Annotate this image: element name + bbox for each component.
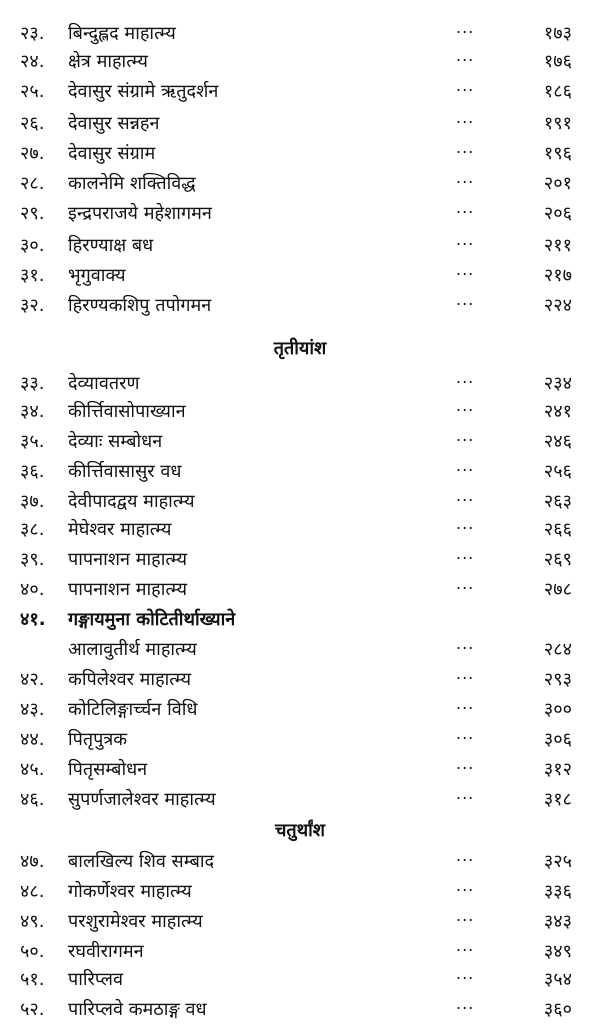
entry-page: २५६ bbox=[543, 461, 572, 482]
leader-dots: ... bbox=[456, 994, 475, 1013]
toc-entry-26 bbox=[0, 110, 600, 140]
entry-title: परशुरामेश्वर माहात्म्य bbox=[68, 911, 203, 932]
toc-entry-41 bbox=[0, 606, 600, 666]
entry-title: देवासुर संग्राम bbox=[68, 143, 156, 164]
entry-page: २११ bbox=[543, 235, 572, 256]
toc-entry-25 bbox=[0, 78, 600, 108]
toc-entry-43 bbox=[0, 696, 600, 726]
entry-page: २०६ bbox=[543, 203, 572, 224]
toc-entry-32 bbox=[0, 292, 600, 322]
toc-entry-30 bbox=[0, 232, 600, 262]
leader-dots: ... bbox=[456, 936, 475, 955]
toc-entry-23 bbox=[0, 20, 600, 50]
entry-page: २९३ bbox=[543, 669, 572, 690]
toc-entry-42 bbox=[0, 666, 600, 696]
entry-title: पारिप्लव bbox=[68, 969, 123, 990]
toc-entry-45 bbox=[0, 756, 600, 786]
leader-dots: ... bbox=[456, 46, 475, 65]
entry-page: २२४ bbox=[543, 295, 572, 316]
leader-dots: ... bbox=[456, 108, 475, 127]
entry-number: ४७. bbox=[20, 851, 45, 872]
leader-dots: ... bbox=[456, 634, 475, 653]
leader-dots: ... bbox=[456, 426, 475, 445]
entry-title: कीर्त्तिवासोपाख्यान bbox=[68, 401, 186, 422]
entry-title: देवासुर सन्नहन bbox=[68, 113, 160, 134]
entry-number: २८. bbox=[20, 173, 45, 194]
entry-title: हिरण्यकशिपु तपोगमन bbox=[68, 295, 212, 316]
entry-number: ४३. bbox=[20, 699, 45, 720]
leader-dots: ... bbox=[456, 198, 475, 217]
toc-entry-27 bbox=[0, 140, 600, 170]
entry-number: ३४. bbox=[20, 401, 45, 422]
entry-number: २५. bbox=[20, 81, 45, 102]
entry-number: ३०. bbox=[20, 235, 45, 256]
entry-number: ४५. bbox=[20, 759, 45, 780]
entry-page: ३३६ bbox=[543, 881, 572, 902]
entry-title: पारिप्लवे कमठाङ्ग वध bbox=[68, 999, 207, 1020]
entry-page: ३०० bbox=[543, 699, 572, 720]
leader-dots: ... bbox=[456, 396, 475, 415]
leader-dots: ... bbox=[456, 138, 475, 157]
entry-title: सुपर्णजालेश्वर माहात्म्य bbox=[68, 789, 216, 810]
entry-number: २४. bbox=[20, 51, 45, 72]
entry-page: १८६ bbox=[543, 81, 572, 102]
entry-page: २१७ bbox=[543, 265, 572, 286]
entry-number: ४६. bbox=[20, 789, 45, 810]
entry-page: ३१८ bbox=[543, 789, 572, 810]
entry-number: २६. bbox=[20, 113, 45, 134]
leader-dots: ... bbox=[456, 76, 475, 95]
entry-title-line1: गङ्गायमुना कोटितीर्थाख्याने bbox=[68, 609, 236, 630]
entry-title: देव्यावतरण bbox=[68, 373, 140, 394]
toc-entry-50 bbox=[0, 938, 600, 968]
entry-page: १७६ bbox=[543, 51, 572, 72]
leader-dots: ... bbox=[456, 846, 475, 865]
leader-dots: ... bbox=[456, 368, 475, 387]
entry-title: बालखिल्य शिव सम्बाद bbox=[68, 851, 215, 872]
entry-title: पापनाशन माहात्म्य bbox=[68, 579, 188, 600]
toc-entry-39 bbox=[0, 546, 600, 576]
entry-title: देवासुर संग्रामे ऋतुदर्शन bbox=[68, 81, 219, 102]
entry-page: २६३ bbox=[543, 491, 572, 512]
entry-number: ३३. bbox=[20, 373, 45, 394]
entry-title: इन्द्रपराजये महेशागमन bbox=[68, 203, 212, 224]
toc-entry-47 bbox=[0, 848, 600, 878]
entry-title-line2: आलावुतीर्थ माहात्म्य bbox=[68, 639, 197, 660]
entry-title: पितृसम्बोधन bbox=[68, 759, 148, 780]
entry-title: मेघेश्वर माहात्म्य bbox=[68, 519, 172, 540]
entry-title: पापनाशन माहात्म्य bbox=[68, 549, 188, 570]
toc-entry-38 bbox=[0, 516, 600, 546]
entry-title: हिरण्याक्ष बध bbox=[68, 235, 154, 256]
leader-dots: ... bbox=[456, 664, 475, 683]
entry-title: देव्याः सम्बोधन bbox=[68, 431, 163, 452]
entry-title: देवीपादद्वय माहात्म्य bbox=[68, 491, 195, 512]
leader-dots: ... bbox=[456, 574, 475, 593]
entry-page: १७३ bbox=[543, 23, 572, 44]
entry-number: ३१. bbox=[20, 265, 45, 286]
entry-page: २६६ bbox=[543, 519, 572, 540]
leader-dots: ... bbox=[456, 876, 475, 895]
entry-number: ३६. bbox=[20, 461, 45, 482]
leader-dots: ... bbox=[456, 18, 475, 37]
entry-page: ३६० bbox=[543, 999, 572, 1020]
leader-dots: ... bbox=[456, 754, 475, 773]
entry-number: ४८. bbox=[20, 881, 45, 902]
entry-page: १९१ bbox=[543, 113, 572, 134]
entry-number: ५२. bbox=[20, 999, 45, 1020]
toc-entry-34 bbox=[0, 398, 600, 428]
toc-entry-48 bbox=[0, 878, 600, 908]
entry-page: २६९ bbox=[543, 549, 572, 570]
entry-number: ३७. bbox=[20, 491, 45, 512]
entry-number: ४०. bbox=[20, 579, 45, 600]
entry-number: ४४. bbox=[20, 729, 45, 750]
entry-title: बिन्दुह्लद माहात्म्य bbox=[68, 23, 176, 44]
toc-entry-51 bbox=[0, 966, 600, 996]
toc-entry-24 bbox=[0, 48, 600, 78]
toc-entry-35 bbox=[0, 428, 600, 458]
entry-page: ३५४ bbox=[543, 969, 572, 990]
leader-dots: ... bbox=[456, 486, 475, 505]
entry-page: २८४ bbox=[543, 639, 572, 660]
toc-entry-44 bbox=[0, 726, 600, 756]
entry-title: पितृपुत्रक bbox=[68, 729, 128, 750]
toc-entry-36 bbox=[0, 458, 600, 488]
leader-dots: ... bbox=[456, 260, 475, 279]
toc-entry-40 bbox=[0, 576, 600, 606]
toc-entry-49 bbox=[0, 908, 600, 938]
entry-title: कीर्त्तिवासासुर वध bbox=[68, 461, 182, 482]
toc-entry-29 bbox=[0, 200, 600, 230]
leader-dots: ... bbox=[456, 168, 475, 187]
leader-dots: ... bbox=[456, 544, 475, 563]
entry-title: कोटिलिङ्गार्च्चन विधि bbox=[68, 699, 198, 720]
toc-entry-37 bbox=[0, 488, 600, 518]
entry-number: ३९. bbox=[20, 549, 45, 570]
entry-number: ३८. bbox=[20, 519, 45, 540]
entry-number: २७. bbox=[20, 143, 45, 164]
entry-page: ३४९ bbox=[543, 941, 572, 962]
leader-dots: ... bbox=[456, 290, 475, 309]
leader-dots: ... bbox=[456, 230, 475, 249]
entry-number: २९. bbox=[20, 203, 45, 224]
entry-title: रघवीरागमन bbox=[68, 941, 144, 962]
entry-page: १९६ bbox=[543, 143, 572, 164]
entry-title: कपिलेश्वर माहात्म्य bbox=[68, 669, 192, 690]
entry-number: ५०. bbox=[20, 941, 45, 962]
entry-page: २३४ bbox=[543, 373, 572, 394]
entry-page: २४१ bbox=[543, 401, 572, 422]
toc-entry-33 bbox=[0, 370, 600, 400]
entry-number: ३५. bbox=[20, 431, 45, 452]
leader-dots: ... bbox=[456, 724, 475, 743]
entry-page: २७८ bbox=[543, 579, 572, 600]
section-heading-third: तृतीयांश bbox=[273, 338, 327, 359]
leader-dots: ... bbox=[456, 694, 475, 713]
entry-number: ५१. bbox=[20, 969, 45, 990]
entry-number: २३. bbox=[20, 23, 45, 44]
entry-title: कालनेमि शक्तिविद्ध bbox=[68, 173, 196, 194]
entry-number: ४२. bbox=[20, 669, 45, 690]
entry-page: ३१२ bbox=[543, 759, 572, 780]
toc-entry-28 bbox=[0, 170, 600, 200]
entry-title: गोकर्णेश्वर माहात्म्य bbox=[68, 881, 192, 902]
entry-page: २४६ bbox=[543, 431, 572, 452]
leader-dots: ... bbox=[456, 964, 475, 983]
leader-dots: ... bbox=[456, 906, 475, 925]
entry-page: २०१ bbox=[543, 173, 572, 194]
entry-page: ३२५ bbox=[543, 851, 572, 872]
toc-entry-52 bbox=[0, 996, 600, 1026]
entry-title: क्षेत्र माहात्म्य bbox=[68, 51, 148, 72]
entry-title: भृगुवाक्य bbox=[68, 265, 126, 286]
entry-number: ४१. bbox=[20, 609, 46, 630]
entry-number: ४९. bbox=[20, 911, 45, 932]
section-heading-fourth: चतुर्थांश bbox=[274, 820, 326, 841]
entry-number: ३२. bbox=[20, 295, 45, 316]
leader-dots: ... bbox=[456, 514, 475, 533]
entry-page: ३०६ bbox=[543, 729, 572, 750]
entry-page: ३४३ bbox=[543, 911, 572, 932]
leader-dots: ... bbox=[456, 456, 475, 475]
leader-dots: ... bbox=[456, 784, 475, 803]
toc-entry-46 bbox=[0, 786, 600, 816]
toc-entry-31 bbox=[0, 262, 600, 292]
